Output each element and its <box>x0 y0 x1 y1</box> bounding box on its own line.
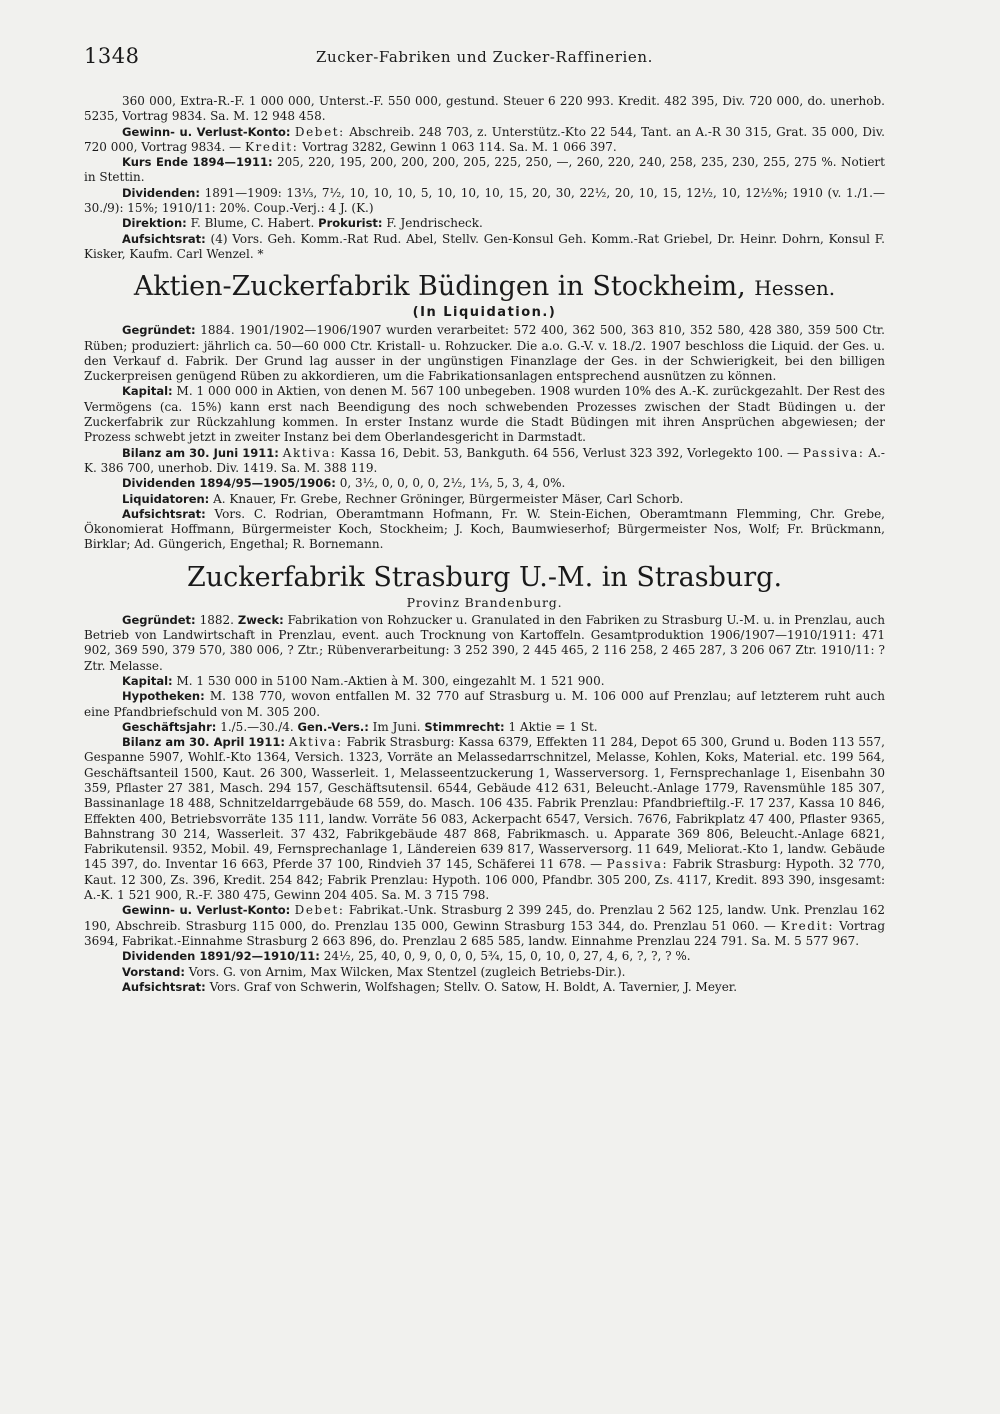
liquidators <box>84 492 885 507</box>
balance-label: Bilanz am 30. April 1911: <box>122 735 285 750</box>
founded <box>84 323 885 384</box>
profit-loss-label: Gewinn- u. Verlust-Konto: <box>122 903 291 918</box>
mortgages <box>84 689 885 720</box>
page-content <box>84 94 885 995</box>
prokurist-text: F. Jendrischeck. <box>386 216 483 231</box>
direktion-label: Direktion: <box>122 216 187 231</box>
dividends-label: Dividenden: <box>122 185 200 200</box>
supervisory-board <box>84 980 885 995</box>
business-year <box>84 720 885 735</box>
supervisory-board <box>84 507 885 553</box>
profit-loss-account <box>84 903 885 949</box>
capital-text: M. 1 000 000 in Aktien, von denen M. 567 100 unbegeben. 1908 wurden 10% des A.-K. zurückgezahlt. Der Rest des Vermögens (ca. 15%) kann erst nach Beendigung des noch schwebenden Prozesses zwischen der Stadt Büdingen u. der Zuckerfabrik zur Rückzahlung kommen. In erster Instanz wurde die Stadt Büdingen mit ihren Ansprüchen abgewiesen; der Prozess schwebt jetzt in zweiter Instanz bei dem Oberlandesgericht in Darmstadt. <box>84 384 885 445</box>
balance-sheet <box>84 446 885 477</box>
dividends-text: 0, 3½, 0, 0, 0, 0, 2½, 1⅓, 5, 3, 4, 0%. <box>339 476 566 491</box>
board <box>84 965 885 980</box>
entry-continued <box>84 94 885 262</box>
board-text: Vors. G. von Arnim, Max Wilcken, Max Stentzel (zugleich Betriebs-Dir.). <box>188 964 626 979</box>
entry-buedingen <box>84 272 885 552</box>
capital-label: Kapital: <box>122 673 173 688</box>
company-title <box>84 272 885 303</box>
company-title: Zuckerfabrik Strasburg U.-M. in Strasburg. <box>186 561 783 593</box>
capital-label: Kapital: <box>122 384 173 399</box>
page-number: 1348 <box>84 44 140 68</box>
passiva-text: A.-K. 386 700, unerhob. Div. 1419. Sa. M. 388 119. <box>84 445 885 475</box>
supervisory-board-text: Vors. C. Rodrian, Oberamtmann Hofmann, Fr. W. Stein-Eichen, Oberamtmann Flemming, Chr. Grebe, Ökonomierat Hoffmann, Bürgermeister Koch, Stockheim; J. Koch, Baumwieserhof; Bürgermeister Nos, Wolf; Fr. Brückmann, Birklar; Ad. Güngerich, Engethal; R. Bornemann. <box>84 506 885 552</box>
management <box>84 216 885 231</box>
passiva-label: Passiva: <box>606 857 669 872</box>
dividends <box>84 476 885 491</box>
kredit-text: Vortrag 3282, Gewinn 1 063 114. Sa. M. 1 066 397. <box>302 139 617 154</box>
dividends-label: Dividenden 1891/92—1910/11: <box>122 949 320 964</box>
founded-purpose <box>84 613 885 674</box>
supervisory-board-text: (4) Vors. Geh. Komm.-Rat Rud. Abel, Stellv. Gen-Konsul Geh. Komm.-Rat Griebel, Dr. Heinr. Dohrn, Konsul F. Kisker, Kaufm. Carl Wenzel. * <box>84 231 885 261</box>
voting-right-label: Stimmrecht: <box>424 719 505 734</box>
entry-strasburg <box>84 563 885 995</box>
running-title: Zucker-Fabriken und Zucker-Raffinerien. <box>315 48 654 66</box>
business-year-text: 1./5.—30./4. <box>220 719 294 734</box>
founded-text: 1884. 1901/1902—1906/1907 wurden verarbeitet: 572 400, 362 500, 363 810, 352 580, 428 380, 359 500 Ctr. Rüben; produziert: jährlich ca. 50—60 000 Ctr. Kristall- u. Rohzucker. Die a.o. G.-V. v. 18./2. 1907 beschloss die Liquid. der Ges. u. den Verkauf d. Fabrik. Der Grund lag ausser in der ungünstigen Finanzlage der Ges. in der Schwierigkeit, bei den billigen Zuckerpreisen genügend Rüben zu akkordieren, um die Fabrikationsanlagen entsprechend ausnützen zu können. <box>84 323 885 384</box>
capital-text: M. 1 530 000 in 5100 Nam.-Aktien à M. 300, eingezahlt M. 1 521 900. <box>176 673 605 688</box>
balance-continuation: 360 000, Extra-R.-F. 1 000 000, Unterst.-F. 550 000, gestund. Steuer 6 220 993. Kredit. 482 395, Div. 720 000, do. unerhob. 5235, Vortrag 9834. Sa. M. 12 948 458. <box>84 94 885 124</box>
passiva-text: Fabrik Strasburg: Hypoth. 32 770, Kaut. 12 300, Zs. 396, Kredit. 254 842; Fabrik Prenzlau: Hypoth. 106 000, Pfandbr. 305 200, Zs. 4117, Kredit. 893 390, insgesamt: A.-K. 1 521 900, R.-F. 380 475, Gewinn 204 405. Sa. M. 3 715 798. <box>84 857 885 903</box>
liquidators-label: Liquidatoren: <box>122 491 210 506</box>
direktion-text: F. Blume, C. Habert. <box>190 216 315 231</box>
dividends-text: 24½, 25, 40, 0, 9, 0, 0, 0, 5¾, 15, 0, 10, 0, 27, 4, 6, ?, ?, ? %. <box>323 949 691 964</box>
founded-text: 1882. <box>199 612 234 627</box>
aktiva-text: Kassa 16, Debit. 53, Bankguth. 64 556, Verlust 323 392, Vorlegekto 100. — <box>340 445 800 460</box>
company-title-region: Hessen. <box>754 276 836 301</box>
supervisory-board <box>84 232 885 263</box>
mortgages-text: M. 138 770, wovon entfallen M. 32 770 auf Strasburg u. M. 106 000 auf Prenzlau; auf letzterem ruht auch eine Pfandbriefschuld von M. 305 200. <box>84 689 885 719</box>
dividends <box>84 186 885 217</box>
purpose-label: Zweck: <box>237 612 284 627</box>
profit-loss-account <box>84 125 885 156</box>
supervisory-board-text: Vors. Graf von Schwerin, Wolfshagen; Stellv. O. Satow, H. Boldt, A. Tavernier, J. Meyer. <box>209 979 738 994</box>
dividends <box>84 949 885 964</box>
board-label: Vorstand: <box>122 964 185 979</box>
voting-right-text: 1 Aktie = 1 St. <box>508 719 598 734</box>
capital <box>84 384 885 445</box>
liquidation-status: (In Liquidation.) <box>412 305 557 321</box>
liquidators-text: A. Knauer, Fr. Grebe, Rechner Gröninger, Bürgermeister Mäser, Carl Schorb. <box>213 491 684 506</box>
passiva-label: Passiva: <box>802 445 865 460</box>
debet-text: Abschreib. 248 703, z. Unterstütz.-Kto 22 544, Tant. an A.-R 30 315, Grat. 35 000, Div. 720 000, Vortrag 9834. — <box>84 124 886 154</box>
aktiva-text: Fabrik Strasburg: Kassa 6379, Effekten 11 284, Depot 65 300, Grund u. Boden 113 557, Gespanne 5907, Wohlf.-Kto 1364, Versich. 1323, Vorräte an Melassedarrschnitzel, Melasse, Kohlen, Koks, Material. etc. 199 564, Geschäftsanteil 1500, Kaut. 26 300, Wasserleit. 1, Melasseentzuckerung 1, Wasserversorg. 1, Fernsprechanlage 1, Eisenbahn 30 359, Pflaster 27 381, Masch. 294 157, Geschäftsutensil. 6544, Gebäude 412 631, Beleucht.-Anlage 1779, Ravensmühle 185 307, Bassinanlage 18 488, Schnitzeldarrgebäude 68 559, do. Masch. 106 435. Fabrik Prenzlau: Pfandbrieftilg.-F. 17 237, Kassa 10 846, Effekten 400, Betriebsvorräte 135 111, landw. Vorräte 56 083, Ackerpacht 6547, Versich. 7676, Fabrikplatz 47 400, Pflaster 9365, Bahnstrang 30 214, Wasserleit. 37 432, Fabrikgebäude 487 868, Fabrikmasch. u. Apparate 369 806, Beleucht.-Anlage 6821, Fabrikutensil. 9352, Mobil. 49, Fernsprechanlage 1, Ländereien 639 817, Wasserversorg. 11 649, Meliorat.-Kto 1, landw. Gebäude 145 397, do. Inventar 16 663, Pferde 37 100, Rindvieh 37 145, Schäferei 11 678. — <box>84 735 885 872</box>
share-prices <box>84 155 885 186</box>
kredit-text: Vortrag 3694, Fabrikat.-Einnahme Strasburg 2 663 896, do. Prenzlau 2 685 585, landw. Einnahme Prenzlau 224 791. Sa. M. 5 577 967. <box>84 918 885 948</box>
business-year-label: Geschäftsjahr: <box>122 719 217 734</box>
debet-label: Debet: <box>294 903 345 918</box>
supervisory-board-label: Aufsichtsrat: <box>122 979 206 994</box>
purpose-text: Fabrikation von Rohzucker u. Granulated in den Fabriken zu Strasburg U.-M. u. in Prenzlau, auch Betrieb von Landwirtschaft in Prenzlau, event. auch Trocknung von Kartoffeln. Gesamtproduktion 1906/1907—1910/1911: 471 902, 369 590, 379 570, 380 006, ? Ztr.; Rübenverarbeitung: 3 252 390, 2 445 465, 2 116 258, 2 465 287, 3 206 067 Ztr. 1910/11: ? Ztr. Melasse. <box>84 612 885 673</box>
supervisory-board-label: Aufsichtsrat: <box>122 231 206 246</box>
debet-label: Debet: <box>294 124 345 139</box>
dividends-label: Dividenden 1894/95—1905/1906: <box>122 476 336 491</box>
general-meeting-label: Gen.-Vers.: <box>297 719 369 734</box>
general-meeting-text: Im Juni. <box>372 719 421 734</box>
founded-label: Gegründet: <box>122 323 196 338</box>
company-title-main: Aktien-Zuckerfabrik Büdingen in Stockheim, <box>133 271 746 303</box>
balance-sheet <box>84 735 885 903</box>
profit-loss-label: Gewinn- u. Verlust-Konto: <box>122 124 291 139</box>
dividends-text: 1891—1909: 13⅓, 7½, 10, 10, 10, 5, 10, 10, 10, 15, 20, 30, 22½, 20, 10, 15, 12½, 10, 12½%; 1910 (v. 1./1.—30./9): 15%; 1910/11: 20%. Coup.-Verj.: 4 J. (K.) <box>84 185 885 216</box>
kredit-label: Kredit: <box>780 918 835 933</box>
share-prices-text: 205, 220, 195, 200, 200, 200, 205, 225, 250, —, 260, 220, 240, 258, 235, 230, 255, 275 %. Notiert in Stettin. <box>84 155 885 185</box>
aktiva-label: Aktiva: <box>288 735 343 750</box>
founded-label: Gegründet: <box>122 612 196 627</box>
share-prices-label: Kurs Ende 1894—1911: <box>122 155 273 170</box>
debet-text: Fabrikat.-Unk. Strasburg 2 399 245, do. Prenzlau 2 562 125, landw. Unk. Prenzlau 162 190, Abschreib. Strasburg 115 000, do. Prenzlau 135 000, Gewinn Strasburg 153 344, do. Prenzlau 51 060. — <box>84 903 885 933</box>
mortgages-label: Hypotheken: <box>122 689 205 704</box>
supervisory-board-label: Aufsichtsrat: <box>122 506 206 521</box>
kredit-label: Kredit: <box>244 139 299 154</box>
capital <box>84 674 885 689</box>
balance-label: Bilanz am 30. Juni 1911: <box>122 445 279 460</box>
province: Provinz Brandenburg. <box>406 594 563 610</box>
running-head <box>84 44 885 74</box>
aktiva-label: Aktiva: <box>282 445 337 460</box>
prokurist-label: Prokurist: <box>318 216 383 231</box>
